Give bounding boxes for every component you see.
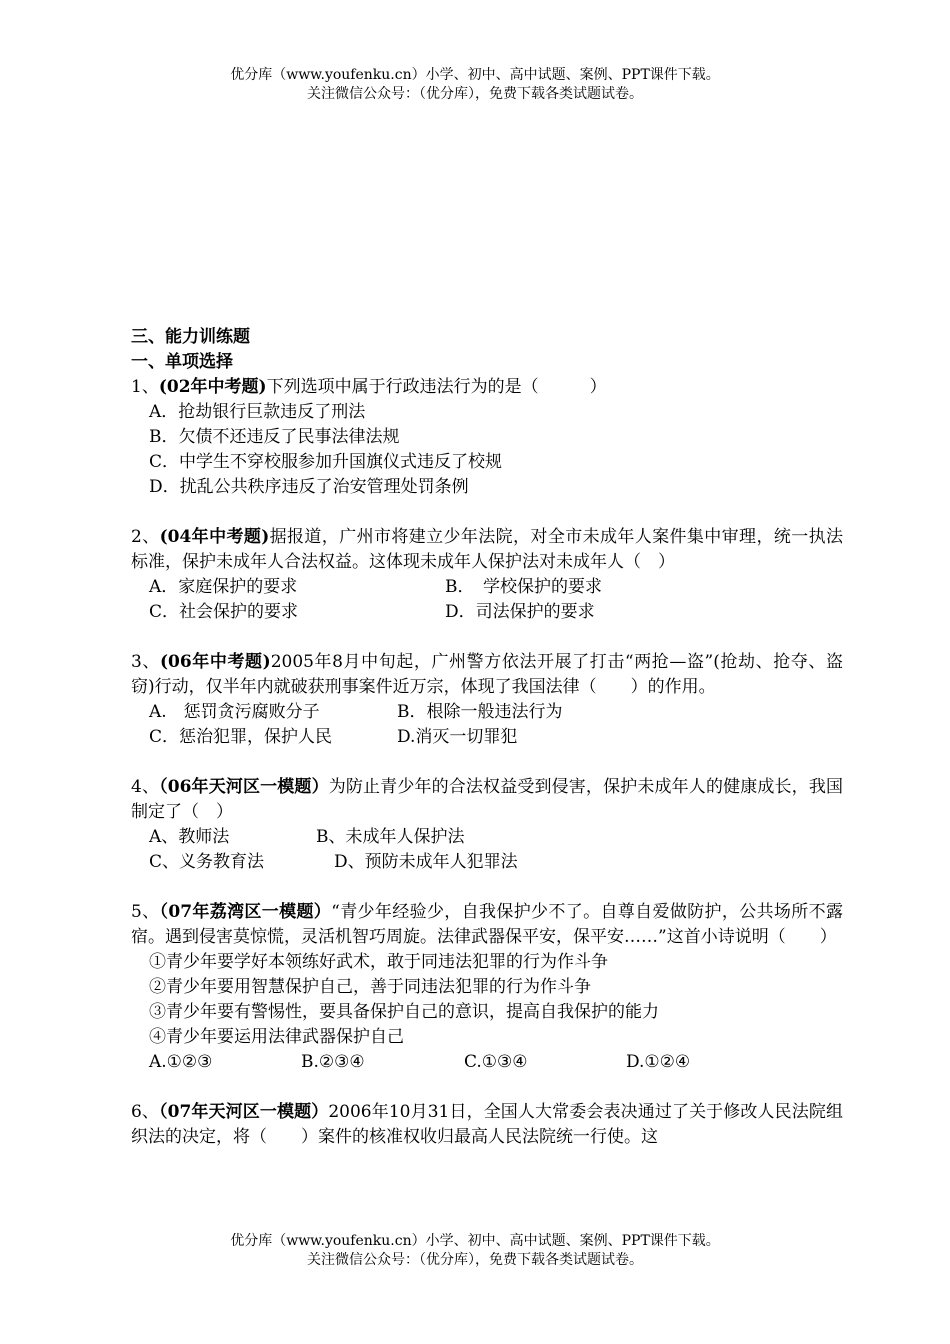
question-number: 1、 (131, 377, 159, 397)
question-source-tag: （07年荔湾区一模题） (159, 902, 332, 922)
question-text: 据报道，广州市将建立少年法院，对全市未成年人案件集中审理，统一执法标准，保护未成年人合法权益。这体现未成年人保护法对未成年人（ ） (131, 527, 843, 572)
question-stem (131, 650, 843, 700)
subsection-title: 一、单项选择 (131, 352, 233, 372)
page-header (0, 66, 950, 104)
question-number: 3、 (131, 652, 160, 672)
question-stem (131, 1100, 843, 1150)
option-a: A、教师法 (149, 827, 230, 847)
question-stem (131, 900, 843, 950)
options-row (131, 850, 843, 875)
question-text: 下列选项中属于行政违法行为的是（ ） (266, 377, 607, 397)
question-number: 2、 (131, 527, 160, 547)
exam-content (131, 325, 843, 1150)
option-b: B．欠债不还违反了民事法律法规 (149, 427, 400, 447)
option-c: C、义务教育法 (149, 852, 265, 872)
option-a: A．家庭保护的要求 (149, 577, 298, 597)
option-c: C．社会保护的要求 (149, 602, 299, 622)
option-d: D.①②④ (626, 1052, 691, 1072)
question-source-tag: （06年天河区一模题） (159, 777, 329, 797)
options-row (131, 700, 843, 725)
option-d: D.消灭一切罪犯 (397, 727, 518, 747)
question-number: 5、 (131, 902, 160, 922)
option-d: D．司法保护的要求 (445, 602, 595, 622)
option-a: A.①②③ (149, 1052, 213, 1072)
option-c: C．惩治犯罪，保护人民 (149, 727, 333, 747)
statement-2: ②青少年要用智慧保护自己，善于同违法犯罪的行为作斗争 (149, 977, 591, 997)
options-row (131, 725, 843, 750)
question-text: 2005年8月中旬起，广州警方依法开展了打击“两抢—盗”(抢劫、抢夺、盗窃)行动，仅半年内就破获刑事案件近万宗，体现了我国法律（ ）的作用。 (131, 652, 843, 697)
option-c: C.①③④ (464, 1052, 528, 1072)
option-a: A. 惩罚贪污腐败分子 (149, 702, 320, 722)
option-d: D．扰乱公共秩序违反了治安管理处罚条例 (149, 477, 469, 497)
question-5 (131, 900, 843, 1075)
statement-4: ④青少年要运用法律武器保护自己 (149, 1027, 404, 1047)
option-b: B、未成年人保护法 (316, 827, 465, 847)
question-stem (131, 525, 843, 575)
question-source-tag: （07年天河区一模题） (159, 1102, 329, 1122)
section-title: 三、能力训练题 (131, 327, 250, 347)
question-3 (131, 650, 843, 750)
question-1 (131, 375, 843, 500)
option-c: C．中学生不穿校服参加升国旗仪式违反了校规 (149, 452, 503, 472)
question-source-tag: (06年中考题) (160, 652, 271, 672)
page-footer (0, 1232, 950, 1270)
question-text: 为防止青少年的合法权益受到侵害，保护未成年人的健康成长，我国制定了（ ） (131, 777, 843, 822)
statement-1: ①青少年要学好本领练好武术，敢于同违法犯罪的行为作斗争 (149, 952, 608, 972)
options-row (131, 575, 843, 600)
question-text: 2006年10月31日，全国人大常委会表决通过了关于修改人民法院组织法的决定，将（ ）案件的核准权收归最高人民法院统一行使。这 (131, 1102, 843, 1147)
footer-line-2: 关注微信公众号：（优分库），免费下载各类试题试卷。 (307, 1252, 643, 1268)
option-b: B.②③④ (301, 1052, 365, 1072)
question-source-tag: (04年中考题) (159, 527, 270, 547)
options-row (131, 825, 843, 850)
option-b: B．根除一般违法行为 (397, 702, 563, 722)
statement-3: ③青少年要有警惕性，要具备保护自己的意识，提高自我保护的能力 (149, 1002, 659, 1022)
question-stem (131, 775, 843, 825)
question-6 (131, 1100, 843, 1150)
options-row (131, 1050, 843, 1075)
question-number: 6、 (131, 1102, 160, 1122)
footer-line-1: 优分库（www.youfenku.cn）小学、初中、高中试题、案例、PPT课件下载。 (230, 1233, 720, 1249)
question-stem (131, 375, 843, 400)
question-number: 4、 (131, 777, 160, 797)
question-text: “青少年经验少，自我保护少不了。自尊自爱做防护，公共场所不露宿。遇到侵害莫惊慌，灵活机智巧周旋。法律武器保平安，保平安……”这首小诗说明（ ） (131, 902, 843, 947)
question-2 (131, 525, 843, 625)
question-4 (131, 775, 843, 875)
options-row (131, 600, 843, 625)
header-line-1: 优分库（www.youfenku.cn）小学、初中、高中试题、案例、PPT课件下载。 (230, 67, 720, 83)
option-b: B． 学校保护的要求 (445, 577, 602, 597)
option-d: D、预防未成年人犯罪法 (334, 852, 518, 872)
question-source-tag: (02年中考题) (158, 377, 267, 397)
option-a: A．抢劫银行巨款违反了刑法 (149, 402, 366, 422)
header-line-2: 关注微信公众号：（优分库），免费下载各类试题试卷。 (307, 86, 643, 102)
